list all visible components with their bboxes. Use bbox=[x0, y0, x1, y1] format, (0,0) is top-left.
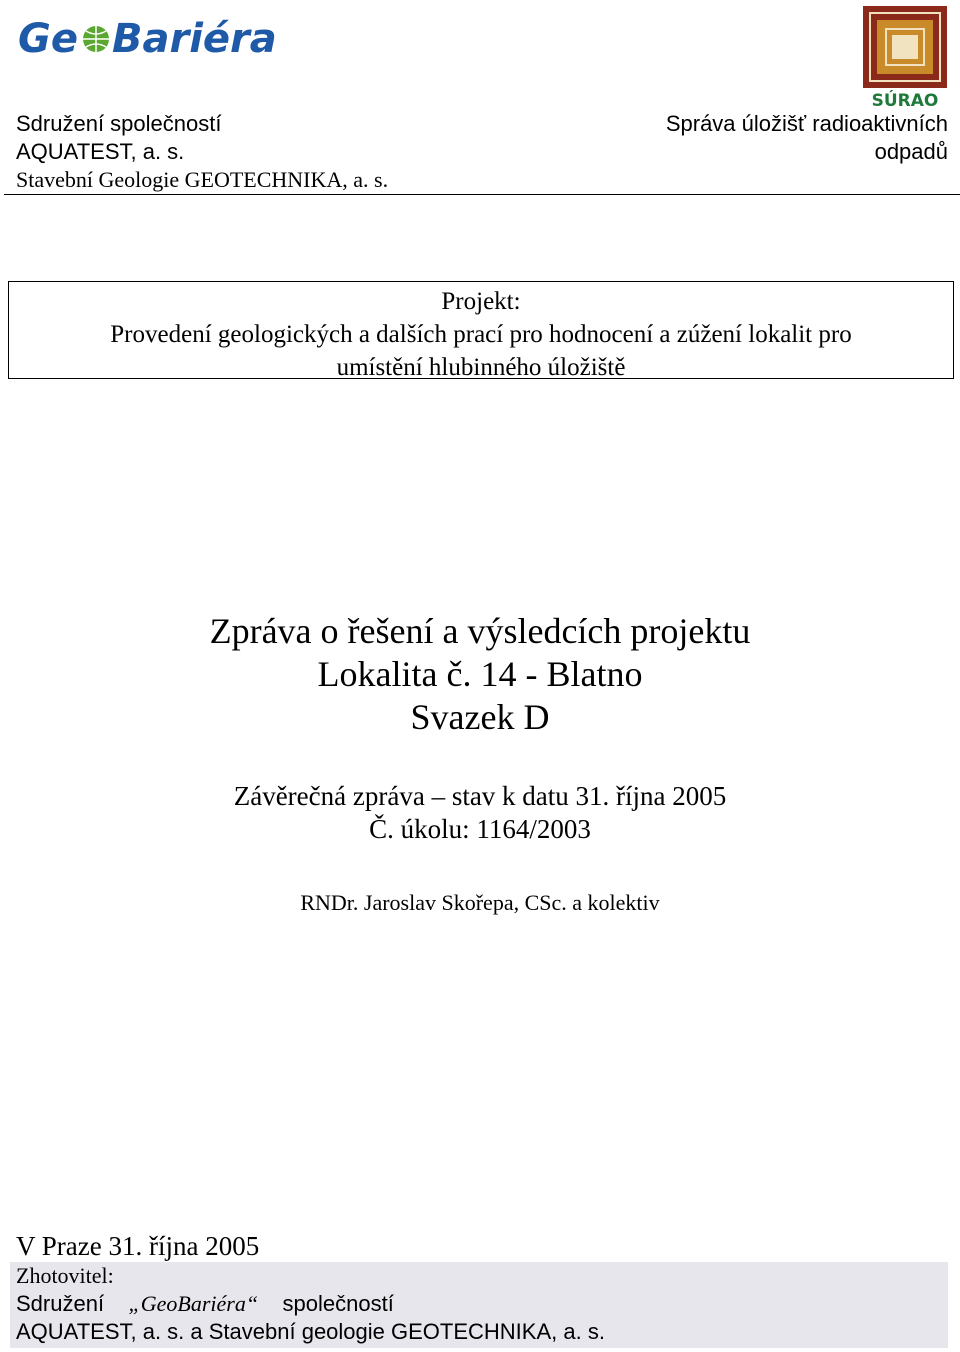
project-title-line2: umístění hlubinného úložiště bbox=[336, 354, 626, 381]
header-left bbox=[16, 110, 388, 194]
association-prefix: Sdružení bbox=[16, 1291, 105, 1316]
surao-logo-text: SÚRAO bbox=[871, 91, 939, 110]
client-name-line1: Správa úložišť radioaktivních bbox=[665, 111, 948, 136]
svg-text:Ge: Ge bbox=[18, 16, 78, 62]
report-volume: Svazek D bbox=[410, 697, 550, 737]
project-label: Projekt: bbox=[441, 288, 521, 315]
surao-logo bbox=[860, 4, 952, 110]
final-report-block bbox=[0, 780, 960, 846]
project-box bbox=[8, 281, 954, 379]
task-number: Č. úkolu: 1164/2003 bbox=[369, 814, 591, 844]
association-name: „GeoBariéra“ bbox=[128, 1291, 259, 1316]
geobariera-logo bbox=[14, 8, 334, 68]
member-geotechnika: Stavební Geologie GEOTECHNIKA, a. s. bbox=[16, 167, 389, 192]
association-line bbox=[16, 1290, 948, 1318]
association-suffix: společností bbox=[282, 1291, 394, 1316]
association-label: Sdružení společností bbox=[16, 111, 222, 136]
client-name-line2: odpadů bbox=[874, 139, 948, 164]
member-aquatest: AQUATEST, a. s. bbox=[16, 139, 185, 164]
association-members: AQUATEST, a. s. a Stavební geologie GEOTECHNIKA, a. s. bbox=[16, 1319, 605, 1344]
svg-text:Bariéra: Bariéra bbox=[112, 16, 277, 62]
contractor-block bbox=[10, 1262, 948, 1348]
header-right bbox=[666, 110, 948, 166]
final-report-status: Závěrečná zpráva – stav k datu 31. října 2005 bbox=[233, 781, 727, 811]
place-date: V Praze 31. října 2005 bbox=[16, 1231, 260, 1261]
header-divider bbox=[4, 194, 960, 195]
author: RNDr. Jaroslav Skořepa, CSc. a kolektiv bbox=[300, 890, 660, 915]
project-title-line1: Provedení geologických a dalších prací pro hodnocení a zúžení lokalit pro bbox=[110, 321, 852, 348]
globe-icon bbox=[83, 26, 109, 52]
contractor-label: Zhotovitel: bbox=[16, 1263, 114, 1288]
report-title-block bbox=[0, 610, 960, 739]
report-title: Zpráva o řešení a výsledcích projektu bbox=[209, 611, 751, 651]
report-locality: Lokalita č. 14 - Blatno bbox=[317, 654, 643, 694]
